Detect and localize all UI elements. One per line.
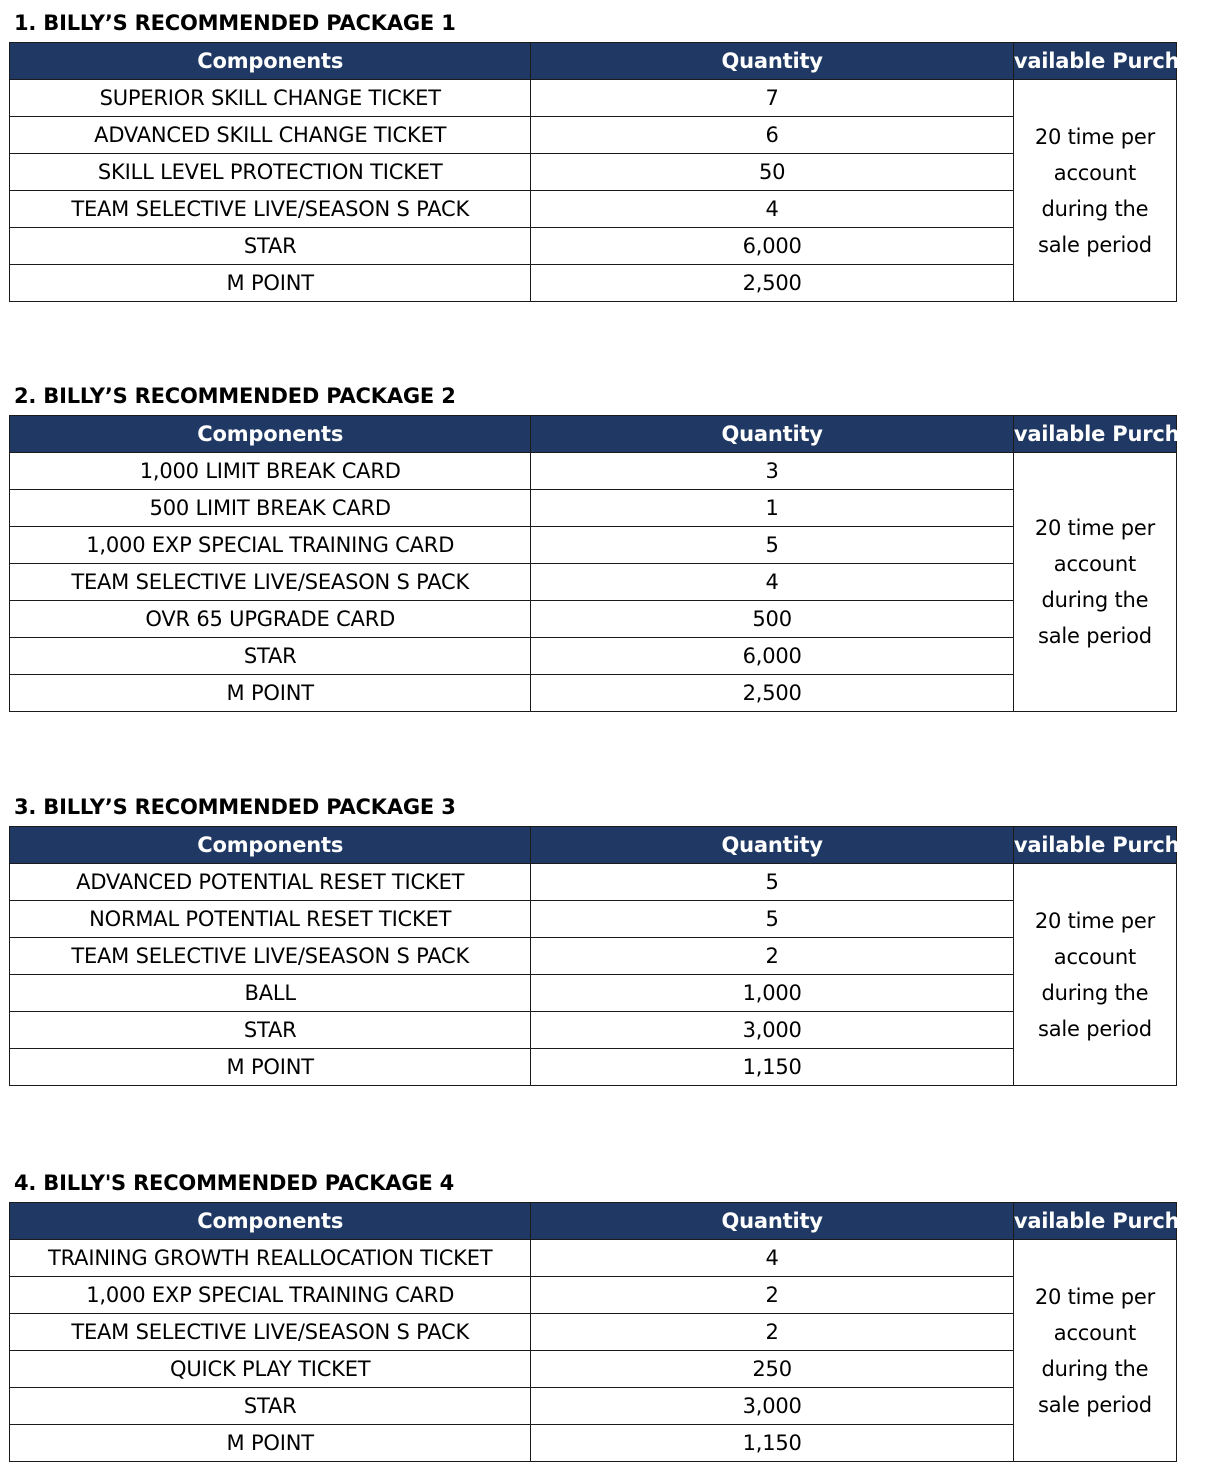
quantity-cell: 1,000	[531, 975, 1013, 1012]
quantity-cell: 3,000	[531, 1388, 1013, 1425]
quantity-header: Quantity	[531, 827, 1013, 864]
component-cell: STAR	[10, 1012, 531, 1049]
quantity-cell: 6,000	[531, 228, 1013, 265]
component-cell: NORMAL POTENTIAL RESET TICKET	[10, 901, 531, 938]
table-header-row	[10, 827, 1177, 864]
quantity-cell: 1,150	[531, 1425, 1013, 1462]
quantity-cell: 2	[531, 1277, 1013, 1314]
component-cell: M POINT	[10, 1425, 531, 1462]
quantity-cell: 1	[531, 490, 1013, 527]
table-row	[10, 453, 1177, 490]
table-row	[10, 1277, 1177, 1314]
components-header: Components	[10, 827, 531, 864]
package-title: 4. BILLY'S RECOMMENDED PACKAGE 4	[14, 1171, 455, 1195]
available-purchase-header: vailable Purchas	[1013, 827, 1176, 864]
table-row	[10, 901, 1177, 938]
availability-text: 20 time per account during the sale period	[1034, 124, 1156, 257]
availability-cell	[1013, 864, 1176, 1086]
availability-cell	[1013, 80, 1176, 302]
table-row	[10, 191, 1177, 228]
quantity-cell: 3	[531, 453, 1013, 490]
quantity-cell: 4	[531, 191, 1013, 228]
component-cell: ADVANCED POTENTIAL RESET TICKET	[10, 864, 531, 901]
quantity-cell: 2,500	[531, 675, 1013, 712]
component-cell: M POINT	[10, 1049, 531, 1086]
table-row	[10, 228, 1177, 265]
quantity-cell: 5	[531, 864, 1013, 901]
quantity-cell: 4	[531, 1240, 1013, 1277]
table-row	[10, 1240, 1177, 1277]
availability-text: 20 time per account during the sale period	[1034, 1284, 1156, 1417]
availability-text: 20 time per account during the sale period	[1034, 908, 1156, 1041]
table-header-row	[10, 1203, 1177, 1240]
quantity-cell: 4	[531, 564, 1013, 601]
component-cell: 500 LIMIT BREAK CARD	[10, 490, 531, 527]
components-header: Components	[10, 43, 531, 80]
table-header-row	[10, 43, 1177, 80]
component-cell: QUICK PLAY TICKET	[10, 1351, 531, 1388]
quantity-cell: 5	[531, 901, 1013, 938]
quantity-cell: 2	[531, 938, 1013, 975]
quantity-cell: 6	[531, 117, 1013, 154]
component-cell: TRAINING GROWTH REALLOCATION TICKET	[10, 1240, 531, 1277]
quantity-cell: 2	[531, 1314, 1013, 1351]
components-header: Components	[10, 1203, 531, 1240]
table-row	[10, 675, 1177, 712]
quantity-cell: 7	[531, 80, 1013, 117]
table-row	[10, 975, 1177, 1012]
table-row	[10, 1425, 1177, 1462]
quantity-cell: 5	[531, 527, 1013, 564]
quantity-cell: 6,000	[531, 638, 1013, 675]
component-cell: 1,000 LIMIT BREAK CARD	[10, 453, 531, 490]
table-row	[10, 1049, 1177, 1086]
component-cell: 1,000 EXP SPECIAL TRAINING CARD	[10, 527, 531, 564]
package-title: 2. BILLY’S RECOMMENDED PACKAGE 2	[14, 384, 456, 408]
package-table	[9, 1202, 1206, 1462]
table-header-row	[10, 416, 1177, 453]
table-row	[10, 490, 1177, 527]
quantity-header: Quantity	[531, 43, 1013, 80]
table-row	[10, 527, 1177, 564]
component-cell: TEAM SELECTIVE LIVE/SEASON S PACK	[10, 938, 531, 975]
component-cell: STAR	[10, 1388, 531, 1425]
quantity-header: Quantity	[531, 1203, 1013, 1240]
table-row	[10, 564, 1177, 601]
table-row	[10, 864, 1177, 901]
table-row	[10, 1388, 1177, 1425]
component-cell: ADVANCED SKILL CHANGE TICKET	[10, 117, 531, 154]
component-cell: M POINT	[10, 265, 531, 302]
table-row	[10, 601, 1177, 638]
quantity-cell: 250	[531, 1351, 1013, 1388]
component-cell: BALL	[10, 975, 531, 1012]
quantity-cell: 500	[531, 601, 1013, 638]
table-row	[10, 1351, 1177, 1388]
component-cell: TEAM SELECTIVE LIVE/SEASON S PACK	[10, 1314, 531, 1351]
component-cell: OVR 65 UPGRADE CARD	[10, 601, 531, 638]
component-cell: M POINT	[10, 675, 531, 712]
table-row	[10, 1314, 1177, 1351]
table-row	[10, 938, 1177, 975]
quantity-cell: 3,000	[531, 1012, 1013, 1049]
package-table	[9, 826, 1206, 1086]
package-title: 3. BILLY’S RECOMMENDED PACKAGE 3	[14, 795, 456, 819]
package-table	[9, 42, 1206, 302]
quantity-cell: 1,150	[531, 1049, 1013, 1086]
available-purchase-header: vailable Purchas	[1013, 1203, 1176, 1240]
package-table	[9, 415, 1206, 712]
component-cell: STAR	[10, 638, 531, 675]
component-cell: SUPERIOR SKILL CHANGE TICKET	[10, 80, 531, 117]
components-header: Components	[10, 416, 531, 453]
quantity-cell: 50	[531, 154, 1013, 191]
package-title: 1. BILLY’S RECOMMENDED PACKAGE 1	[14, 11, 456, 35]
component-cell: SKILL LEVEL PROTECTION TICKET	[10, 154, 531, 191]
table-row	[10, 117, 1177, 154]
quantity-header: Quantity	[531, 416, 1013, 453]
component-cell: 1,000 EXP SPECIAL TRAINING CARD	[10, 1277, 531, 1314]
availability-text: 20 time per account during the sale period	[1034, 516, 1156, 648]
table-row	[10, 1012, 1177, 1049]
table-row	[10, 80, 1177, 117]
table-row	[10, 265, 1177, 302]
availability-cell	[1013, 1240, 1176, 1462]
quantity-cell: 2,500	[531, 265, 1013, 302]
availability-cell	[1013, 453, 1176, 712]
component-cell: STAR	[10, 228, 531, 265]
component-cell: TEAM SELECTIVE LIVE/SEASON S PACK	[10, 191, 531, 228]
table-row	[10, 638, 1177, 675]
component-cell: TEAM SELECTIVE LIVE/SEASON S PACK	[10, 564, 531, 601]
available-purchase-header: vailable Purchas	[1013, 43, 1176, 80]
table-row	[10, 154, 1177, 191]
available-purchase-header: vailable Purchas	[1013, 416, 1176, 453]
